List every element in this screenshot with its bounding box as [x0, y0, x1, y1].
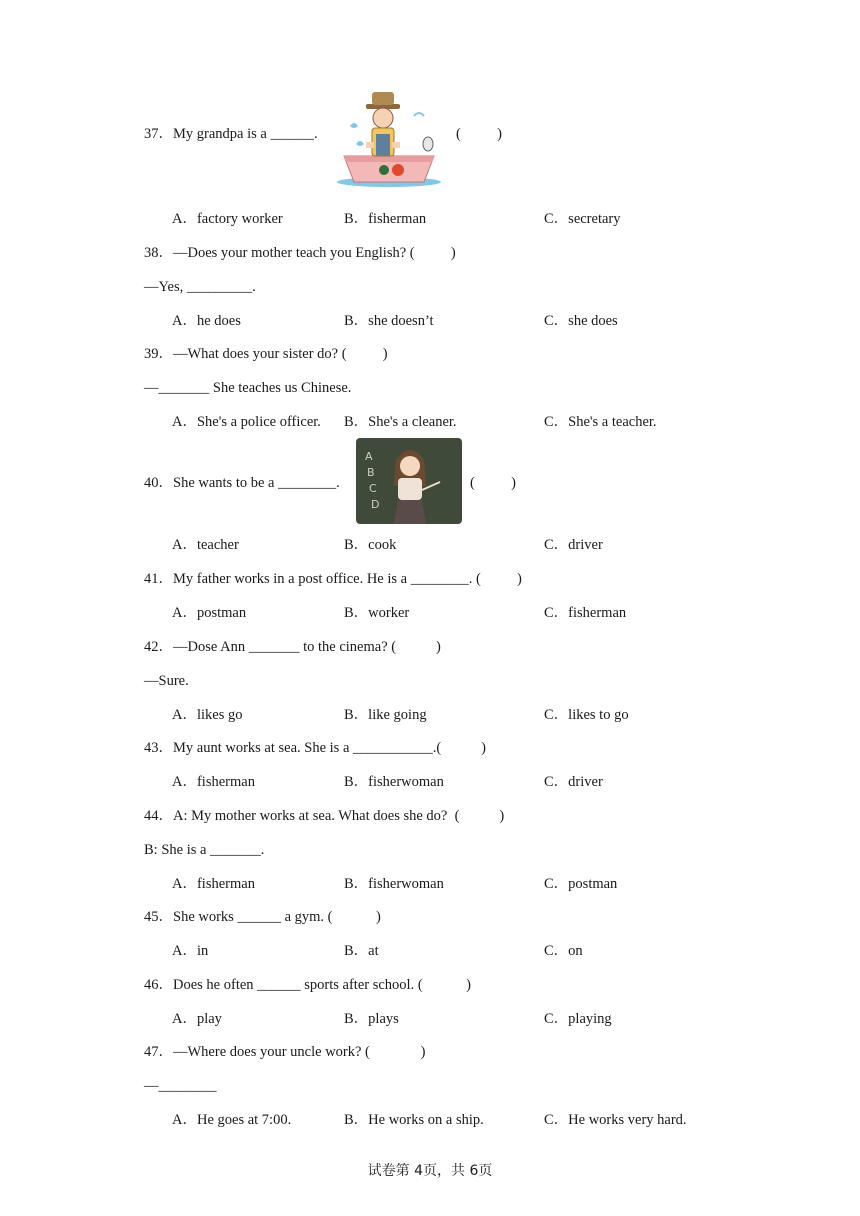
q41-option-a[interactable]: A．postman: [172, 605, 247, 621]
q45-option-c[interactable]: C．on: [544, 943, 583, 959]
q38-line2: —Yes, _________.: [144, 279, 256, 295]
q47-option-c[interactable]: C．He works very hard.: [544, 1112, 687, 1128]
q37-option-a[interactable]: A．factory worker: [172, 211, 283, 227]
q44-option-a[interactable]: A．fisherman: [172, 876, 255, 892]
page-footer: 试卷第 4页，共 6页: [367, 1163, 493, 1179]
q42-option-b[interactable]: B．like going: [344, 707, 427, 723]
q38-option-b[interactable]: B．she doesn’t: [344, 313, 434, 329]
teacher-illustration: [356, 438, 462, 529]
fisherman-illustration: [336, 86, 442, 193]
q41-stem: 41．My father works in a post office. He is a ________. ( ): [144, 571, 522, 587]
q43-option-c[interactable]: C．driver: [544, 774, 603, 790]
q40-option-b[interactable]: B．cook: [344, 537, 397, 553]
q43-option-b[interactable]: B．fisherwoman: [344, 774, 444, 790]
q45-option-b[interactable]: B．at: [344, 943, 379, 959]
q46-option-c[interactable]: C．playing: [544, 1011, 612, 1027]
q41-option-c[interactable]: C．fisherman: [544, 605, 627, 621]
q45-stem: 45．She works ______ a gym. ( ): [144, 909, 381, 925]
q42-line2: —Sure.: [144, 673, 189, 689]
q42-stem: 42．—Dose Ann _______ to the cinema? ( ): [144, 639, 441, 655]
chalk-letter-c: C: [369, 482, 377, 495]
q38-option-a[interactable]: A．he does: [172, 313, 241, 329]
q44-option-c[interactable]: C．postman: [544, 876, 618, 892]
q37-option-b[interactable]: B．fisherman: [344, 211, 427, 227]
q42-option-a[interactable]: A．likes go: [172, 707, 243, 723]
q47-stem: 47．—Where does your uncle work? ( ): [144, 1044, 426, 1060]
q43-stem: 43．My aunt works at sea. She is a ___________.( ): [144, 740, 486, 756]
q37-stem: 37．My grandpa is a ______.: [144, 126, 318, 142]
q39-option-c[interactable]: C．She's a teacher.: [544, 414, 657, 430]
q39-stem: 39．—What does your sister do? ( ): [144, 346, 388, 362]
q41-option-b[interactable]: B．worker: [344, 605, 410, 621]
q37-option-c[interactable]: C．secretary: [544, 211, 621, 227]
q47-line2: —________: [144, 1078, 217, 1094]
chalk-letter-b: B: [367, 466, 375, 479]
q38-stem: 38．—Does your mother teach you English? ( ): [144, 245, 456, 261]
q40-answer-paren[interactable]: ( ): [470, 475, 516, 491]
q38-option-c[interactable]: C．she does: [544, 313, 618, 329]
q42-option-c[interactable]: C．likes to go: [544, 707, 629, 723]
q44-line2: B: She is a _______.: [144, 842, 265, 858]
q47-option-a[interactable]: A．He goes at 7:00.: [172, 1112, 292, 1128]
q44-stem: 44．A: My mother works at sea. What does she do? ( ): [144, 808, 505, 824]
q47-option-b[interactable]: B．He works on a ship.: [344, 1112, 484, 1128]
q39-option-b[interactable]: B．She's a cleaner.: [344, 414, 457, 430]
chalk-letter-d: D: [371, 498, 380, 511]
q40-option-c[interactable]: C．driver: [544, 537, 603, 553]
q40-option-a[interactable]: A．teacher: [172, 537, 239, 553]
q37-answer-paren[interactable]: ( ): [456, 126, 502, 142]
q43-option-a[interactable]: A．fisherman: [172, 774, 255, 790]
q40-stem: 40．She wants to be a ________.: [144, 475, 340, 491]
q44-option-b[interactable]: B．fisherwoman: [344, 876, 444, 892]
q46-option-a[interactable]: A．play: [172, 1011, 222, 1027]
q45-option-a[interactable]: A．in: [172, 943, 209, 959]
chalk-letter-a: A: [365, 450, 373, 463]
q46-stem: 46．Does he often ______ sports after school. ( ): [144, 977, 471, 993]
q39-option-a[interactable]: A．She's a police officer.: [172, 414, 321, 430]
q46-option-b[interactable]: B．plays: [344, 1011, 399, 1027]
q39-line2: —_______ She teaches us Chinese.: [144, 380, 352, 396]
